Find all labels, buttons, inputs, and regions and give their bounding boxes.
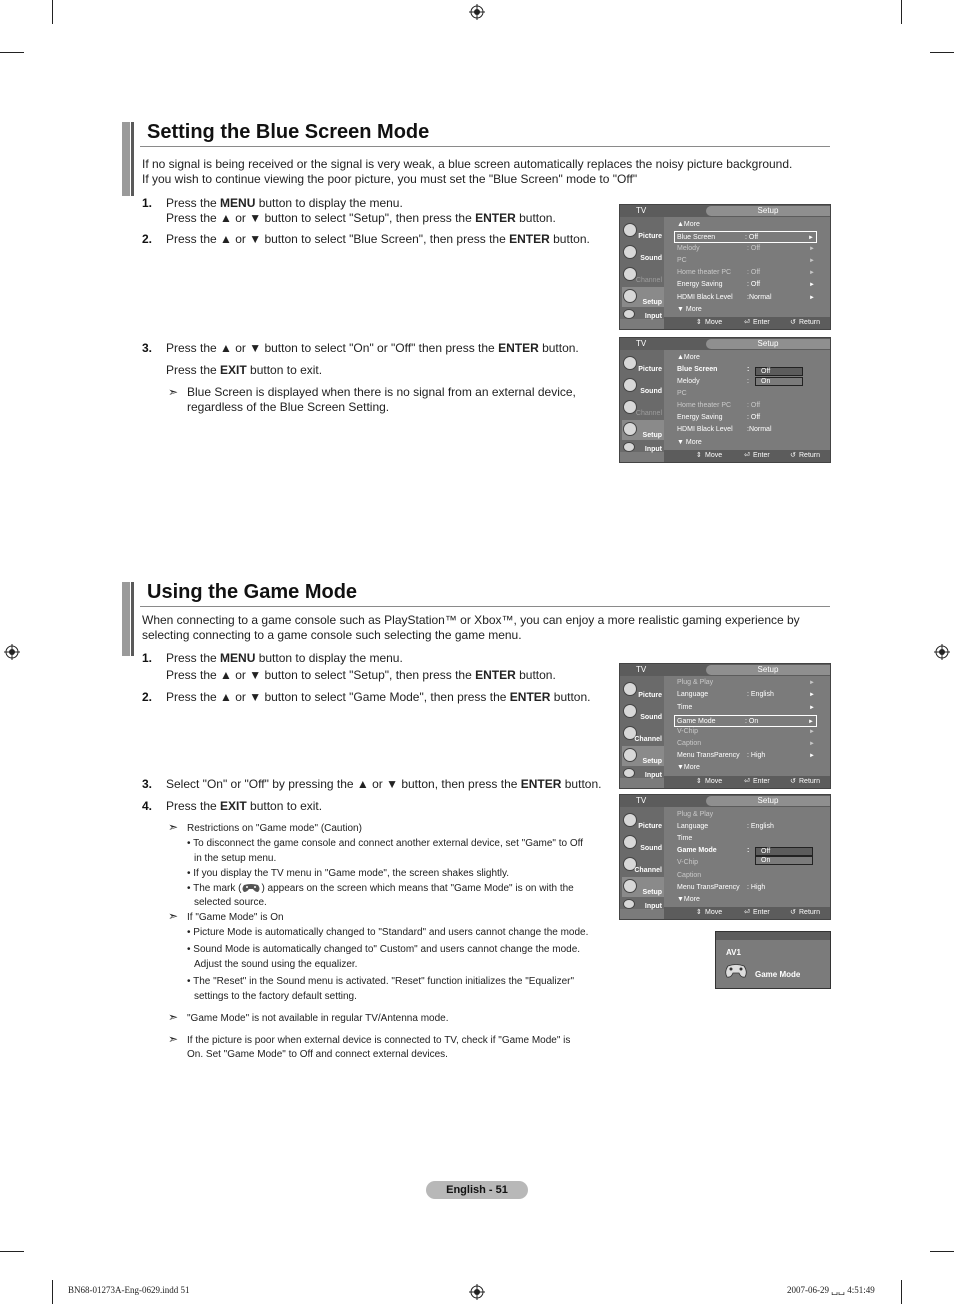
osd-row: HDMI Black Level :Normal — [677, 426, 772, 433]
step-number: 3. — [142, 777, 153, 791]
osd-row: ▼ More — [677, 306, 702, 313]
crop-mark — [901, 1280, 902, 1304]
input-icon — [623, 768, 635, 778]
osd-setup-menu — [619, 204, 831, 330]
page-number-badge: English - 51 — [426, 1181, 528, 1199]
note-text: "Game Mode" is not available in regular TV/Antenna mode. — [187, 1013, 449, 1024]
osd-titlebar — [620, 664, 830, 676]
registration-mark-icon — [469, 1284, 485, 1300]
osd-row-selected: Game Mode : On ► — [674, 715, 817, 727]
section-intro — [142, 157, 832, 187]
osd-side-channel: Channel — [622, 265, 664, 285]
osd-side-picture: Picture — [622, 811, 664, 831]
return-icon: ↺ — [790, 909, 796, 916]
picture-icon — [623, 682, 637, 696]
section-bar — [122, 582, 130, 656]
step-number: 1. — [142, 651, 153, 665]
step-number: 3. — [142, 341, 153, 355]
sound-icon — [623, 704, 637, 718]
step-text: Press the MENU button to display the menu. — [166, 196, 403, 210]
osd-side-setup: Setup — [622, 746, 664, 766]
osd-side-sound: Sound — [622, 833, 664, 853]
registration-mark-icon — [4, 644, 20, 660]
osd-sidebar — [620, 217, 664, 319]
osd-footer: ⇕ Move ⏎ Enter ↺ Return — [664, 317, 830, 329]
osd-row: PC — [677, 390, 687, 397]
osd-popup-option-selected: Off — [755, 367, 803, 376]
osd-row: Menu TransParency : High ► — [677, 752, 815, 759]
note-text: If "Game Mode" is On — [187, 912, 284, 923]
crop-mark — [52, 1280, 53, 1304]
channel-icon — [623, 400, 637, 414]
note-text: • Picture Mode is automatically changed to "Standard" and users cannot change the mode. — [187, 927, 589, 938]
intro-line: If you wish to continue viewing the poor picture, you must set the "Blue Screen" mode to "Off" — [142, 172, 638, 186]
osd-row: Time — [677, 835, 693, 842]
section-intro — [142, 613, 832, 643]
osd-tv-label: TV — [636, 796, 647, 805]
banner-source: AV1 — [726, 948, 741, 957]
osd-side-picture: Picture — [622, 680, 664, 700]
section-title: Using the Game Mode — [147, 581, 358, 603]
osd-popup-option: On — [755, 377, 803, 386]
banner-label: Game Mode — [755, 970, 801, 979]
osd-sidebar — [620, 676, 664, 778]
note-text: regardless of the Blue Screen Setting. — [187, 400, 390, 414]
osd-row: Caption — [677, 872, 702, 879]
picture-icon — [623, 813, 637, 827]
osd-row: ▲More — [677, 354, 700, 361]
section-rule — [140, 606, 830, 607]
setup-gear-icon — [623, 879, 637, 893]
gamepad-icon — [241, 883, 261, 893]
step-text: Press the ▲ or ▼ button to select "Blue Screen", then press the ENTER button. — [166, 232, 590, 246]
note-text: • To disconnect the game console and connect another external device, set "Game" to Off — [187, 838, 584, 849]
note-arrow-icon: ➣ — [168, 909, 179, 923]
note-text: Adjust the sound using the equalizer. — [194, 959, 358, 970]
osd-row: V-Chip — [677, 859, 699, 866]
note-arrow-icon: ➣ — [168, 385, 179, 399]
sound-icon — [623, 835, 637, 849]
section-bar — [122, 122, 130, 196]
osd-side-sound: Sound — [622, 243, 664, 263]
osd-side-input: Input — [622, 768, 664, 780]
crop-mark — [930, 1251, 954, 1252]
osd-row: Home theater PC : Off ► — [677, 269, 815, 276]
game-mode-banner — [715, 931, 831, 989]
osd-row: Energy Saving : Off — [677, 414, 761, 421]
osd-footer: ⇕ Move ⏎ Enter ↺ Return — [664, 907, 830, 919]
osd-side-picture: Picture — [622, 354, 664, 374]
osd-title: Setup — [706, 665, 830, 675]
footer-file: BN68-01273A-Eng-0629.indd 51 — [68, 1285, 190, 1295]
note-text: On. Set "Game Mode" to Off and connect external devices. — [187, 1049, 448, 1060]
osd-side-input: Input — [622, 899, 664, 911]
section-bar — [131, 122, 134, 196]
osd-side-setup: Setup — [622, 420, 664, 440]
move-icon: ⇕ — [696, 319, 702, 326]
osd-title: Setup — [706, 206, 830, 216]
intro-line: selecting connecting to a game console such selecting the game menu. — [142, 628, 522, 642]
sound-icon — [623, 245, 637, 259]
osd-title: Setup — [706, 796, 830, 806]
step-text: Press the EXIT button to exit. — [166, 799, 323, 813]
section-rule — [140, 146, 830, 147]
setup-gear-icon — [623, 748, 637, 762]
osd-row: ▲More — [677, 221, 700, 228]
osd-row: ▼More — [677, 764, 700, 771]
osd-setup-menu — [619, 794, 831, 920]
note-text: • Sound Mode is automatically changed to" Custom" and users cannot change the mode. — [187, 944, 581, 955]
osd-row: ▼More — [677, 896, 700, 903]
step-number: 2. — [142, 232, 153, 246]
osd-row-selected: Game Mode : — [677, 847, 750, 854]
step-number: 1. — [142, 196, 153, 210]
note-text: in the setup menu. — [194, 853, 277, 864]
step-text: Press the EXIT button to exit. — [166, 363, 323, 377]
osd-row: Language : English ► — [677, 691, 815, 698]
osd-sidebar — [620, 350, 664, 452]
crop-mark — [0, 1251, 24, 1252]
osd-row: V-Chip ► — [677, 728, 815, 735]
gamepad-icon — [724, 963, 748, 979]
setup-gear-icon — [623, 422, 637, 436]
osd-row: Energy Saving : Off ► — [677, 281, 815, 288]
intro-line: If no signal is being received or the signal is very weak, a blue screen automatically replaces the noisy picture background. — [142, 157, 793, 171]
osd-row-selected: Blue Screen : Off ► — [674, 231, 817, 243]
osd-row: PC ► — [677, 257, 815, 264]
registration-mark-icon — [469, 4, 485, 20]
osd-side-sound: Sound — [622, 376, 664, 396]
osd-popup-option: On — [755, 856, 813, 865]
note-text: • The mark ( ) appears on the screen which means that "Game Mode" is on with the — [187, 883, 574, 894]
return-icon: ↺ — [790, 452, 796, 459]
osd-setup-menu — [619, 663, 831, 789]
osd-row: Time ► — [677, 704, 815, 711]
registration-mark-icon — [934, 644, 950, 660]
osd-titlebar — [620, 205, 830, 217]
step-number: 4. — [142, 799, 153, 813]
osd-row-selected: Blue Screen : — [677, 366, 750, 373]
osd-side-setup: Setup — [622, 877, 664, 897]
return-icon: ↺ — [790, 319, 796, 326]
sound-icon — [623, 378, 637, 392]
osd-side-channel: Channel — [622, 724, 664, 744]
channel-icon — [623, 267, 637, 281]
osd-row: Language : English — [677, 823, 774, 830]
enter-icon: ⏎ — [744, 452, 750, 459]
osd-row: Home theater PC : Off — [677, 402, 761, 409]
osd-tv-label: TV — [636, 206, 647, 215]
osd-row: Plug & Play — [677, 811, 714, 818]
picture-icon — [623, 223, 637, 237]
note-text: Restrictions on "Game mode" (Caution) — [187, 823, 362, 834]
input-icon — [623, 309, 635, 319]
enter-icon: ⏎ — [744, 319, 750, 326]
osd-side-channel: Channel — [622, 855, 664, 875]
osd-titlebar — [620, 795, 830, 807]
osd-row: Melody : — [677, 378, 749, 385]
step-text: Press the ▲ or ▼ button to select "On" or "Off" then press the ENTER button. — [166, 341, 579, 355]
return-icon: ↺ — [790, 778, 796, 785]
osd-row: Melody : Off ► — [677, 245, 815, 252]
osd-side-input: Input — [622, 442, 664, 454]
osd-row: Menu TransParency : High — [677, 884, 766, 891]
osd-footer: ⇕ Move ⏎ Enter ↺ Return — [664, 776, 830, 788]
step-text: Select "On" or "Off" by pressing the ▲ or ▼ button, then press the ENTER button. — [166, 777, 602, 791]
enter-icon: ⏎ — [744, 909, 750, 916]
move-icon: ⇕ — [696, 452, 702, 459]
osd-side-setup: Setup — [622, 287, 664, 307]
crop-mark — [0, 52, 24, 53]
note-arrow-icon: ➣ — [168, 1010, 179, 1024]
enter-icon: ⏎ — [744, 778, 750, 785]
setup-gear-icon — [623, 289, 637, 303]
osd-title: Setup — [706, 339, 830, 349]
osd-setup-menu — [619, 337, 831, 463]
crop-mark — [930, 52, 954, 53]
crop-mark — [52, 0, 53, 24]
note-text: selected source. — [194, 897, 267, 908]
step-text: Press the ▲ or ▼ button to select "Game Mode", then press the ENTER button. — [166, 690, 591, 704]
note-arrow-icon: ➣ — [168, 1032, 179, 1046]
intro-line: When connecting to a game console such as PlayStation™ or Xbox™, you can enjoy a more realistic gaming experience by — [142, 613, 800, 627]
input-icon — [623, 442, 635, 452]
input-icon — [623, 899, 635, 909]
osd-footer: ⇕ Move ⏎ Enter ↺ Return — [664, 450, 830, 462]
osd-tv-label: TV — [636, 339, 647, 348]
note-text: • The "Reset" in the Sound menu is activated. "Reset" function initializes the "Equalizer" — [187, 976, 575, 987]
crop-mark — [901, 0, 902, 24]
step-text: Press the ▲ or ▼ button to select "Setup", then press the ENTER button. — [166, 211, 556, 225]
note-text: settings to the factory default setting. — [194, 991, 357, 1002]
osd-popup-option-selected: Off — [755, 847, 813, 856]
section-bar — [131, 582, 134, 656]
note-text: If the picture is poor when external device is connected to TV, check if "Game Mode" is — [187, 1035, 571, 1046]
section-title: Setting the Blue Screen Mode — [147, 121, 430, 143]
picture-icon — [623, 356, 637, 370]
osd-row: Plug & Play ► — [677, 679, 815, 686]
osd-side-input: Input — [622, 309, 664, 321]
note-arrow-icon: ➣ — [168, 820, 179, 834]
step-text: Press the MENU button to display the menu. — [166, 651, 403, 665]
osd-side-channel: Channel — [622, 398, 664, 418]
osd-side-picture: Picture — [622, 221, 664, 241]
osd-row: Caption ► — [677, 740, 815, 747]
osd-row: HDMI Black Level :Normal ► — [677, 294, 815, 301]
footer-date: 2007-06-29 ␣␣ 4:51:49 — [787, 1285, 875, 1295]
note-text: • If you display the TV menu in "Game mode", the screen shakes slightly. — [187, 868, 510, 879]
osd-titlebar — [620, 338, 830, 350]
osd-sidebar — [620, 807, 664, 909]
osd-row: ▼ More — [677, 439, 702, 446]
note-text: Blue Screen is displayed when there is no signal from an external device, — [187, 385, 576, 399]
osd-tv-label: TV — [636, 665, 647, 674]
step-number: 2. — [142, 690, 153, 704]
banner-topbar — [716, 932, 830, 940]
step-text: Press the ▲ or ▼ button to select "Setup", then press the ENTER button. — [166, 668, 556, 682]
move-icon: ⇕ — [696, 909, 702, 916]
move-icon: ⇕ — [696, 778, 702, 785]
osd-side-sound: Sound — [622, 702, 664, 722]
